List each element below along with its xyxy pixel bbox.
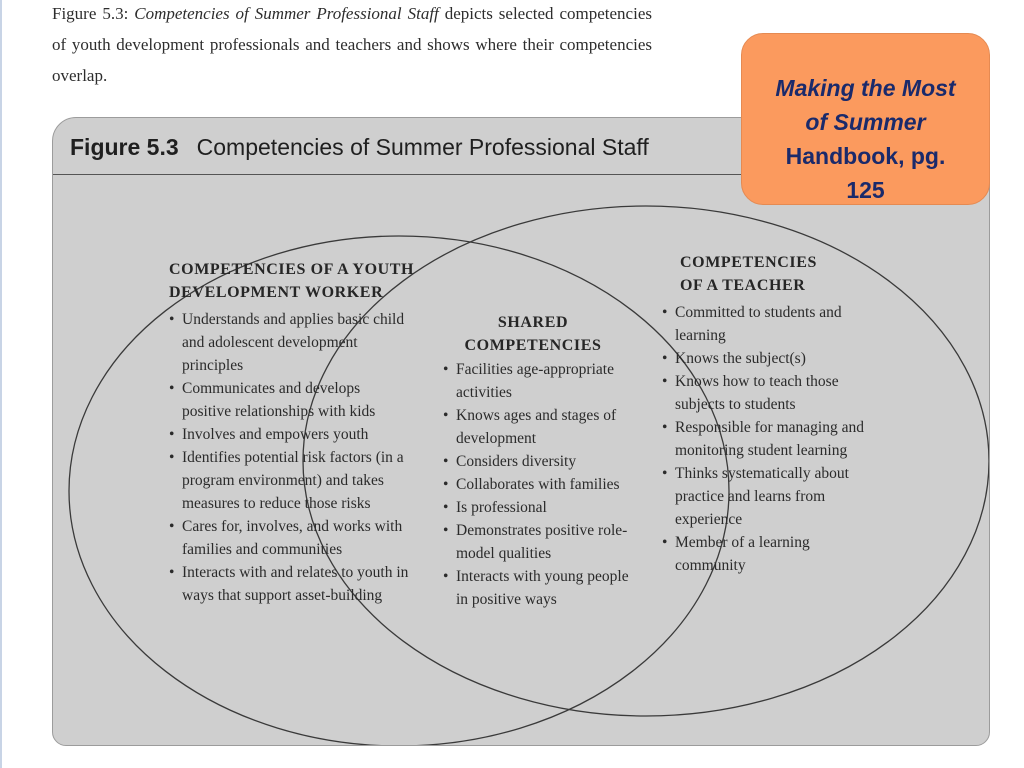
intro-text: depicts selected competencies of youth development professionals and teachers and shows where their competencies overlap. xyxy=(52,4,652,85)
list-item: • Communicates and develops positive relationships with kids xyxy=(169,377,409,423)
slide-left-rule xyxy=(0,0,2,768)
intro-paragraph xyxy=(52,0,652,91)
shared-heading-line2: COMPETENCIES xyxy=(464,337,602,354)
list-item: • Responsible for managing and monitoring student learning xyxy=(662,416,882,462)
intro-figure-ref: Figure 5.3: xyxy=(52,4,129,23)
list-item: • Collaborates with families xyxy=(443,473,633,496)
youth-worker-heading-line2: DEVELOPMENT WORKER xyxy=(169,284,384,301)
list-item: • Member of a learning community xyxy=(662,531,882,577)
youth-worker-heading-line1: COMPETENCIES OF A YOUTH xyxy=(169,261,415,278)
list-item: • Committed to students and learning xyxy=(662,301,882,347)
callout-line3: Handbook, pg. xyxy=(785,143,946,169)
shared-heading-line1: SHARED xyxy=(497,314,569,331)
teacher-competencies xyxy=(662,251,882,577)
figure-number: Figure 5.3 xyxy=(70,134,179,160)
list-item: • Knows ages and stages of development xyxy=(443,404,633,450)
shared-list xyxy=(443,358,633,611)
list-item: • Identifies potential risk factors (in a program environment) and takes measures to reduce those risks xyxy=(169,446,409,515)
list-item: • Knows the subject(s) xyxy=(662,347,882,370)
teacher-heading xyxy=(680,251,882,297)
figure-caption: Competencies of Summer Professional Staff xyxy=(196,134,649,160)
list-item: • Knows how to teach those subjects to students xyxy=(662,370,882,416)
shared-heading xyxy=(443,311,623,357)
callout-line2: of Summer xyxy=(805,109,926,135)
list-item: • Interacts with and relates to youth in ways that support asset-building xyxy=(169,561,409,607)
list-item: • Demonstrates positive role-model qualities xyxy=(443,519,633,565)
youth-worker-heading xyxy=(169,258,469,304)
youth-worker-list xyxy=(169,308,409,607)
teacher-heading-line2: OF A TEACHER xyxy=(680,277,806,294)
source-callout xyxy=(741,33,990,205)
callout-line1: Making the Most xyxy=(775,75,956,101)
list-item: • Considers diversity xyxy=(443,450,633,473)
youth-worker-competencies xyxy=(169,258,415,607)
list-item: • Thinks systematically about practice and learns from experience xyxy=(662,462,882,531)
teacher-list xyxy=(662,301,882,577)
list-item: • Involves and empowers youth xyxy=(169,423,409,446)
intro-figure-title: Competencies of Summer Professional Staff xyxy=(134,4,439,23)
list-item: • Interacts with young people in positive ways xyxy=(443,565,633,611)
figure-panel xyxy=(52,117,990,746)
callout-line4: 125 xyxy=(846,177,885,203)
list-item: • Cares for, involves, and works with families and communities xyxy=(169,515,409,561)
list-item: • Is professional xyxy=(443,496,633,519)
list-item: • Understands and applies basic child and adolescent development principles xyxy=(169,308,409,377)
shared-competencies xyxy=(443,311,633,611)
list-item: • Facilities age-appropriate activities xyxy=(443,358,633,404)
teacher-heading-line1: COMPETENCIES xyxy=(680,254,817,271)
